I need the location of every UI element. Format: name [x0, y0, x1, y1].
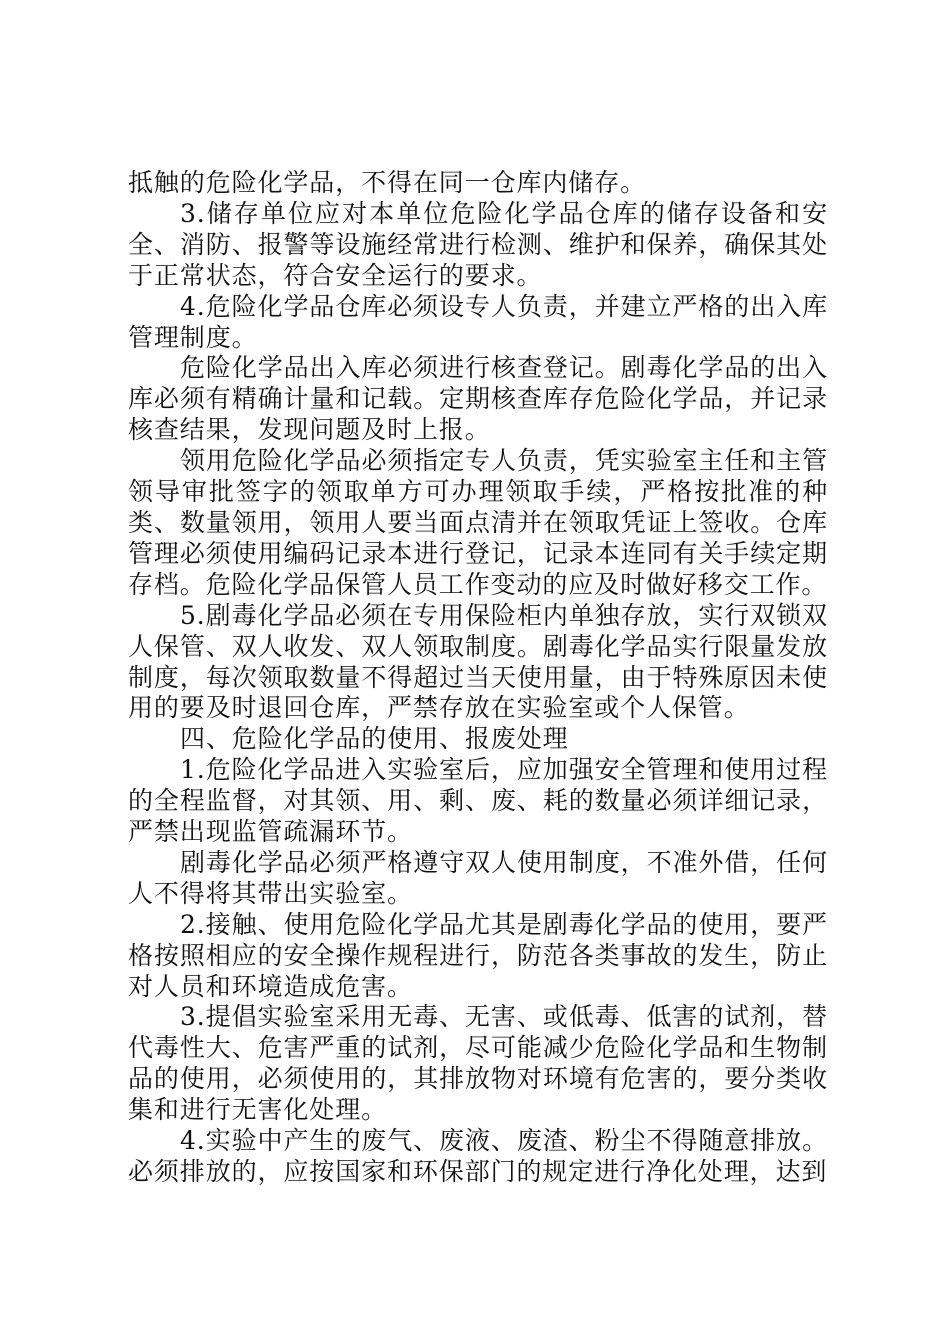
paragraph-4: 危险化学品出入库必须进行核查登记。剧毒化学品的出入库必须有精确计量和记载。定期核查库存危险化学品，并记录核查结果，发现问题及时上报。	[128, 353, 828, 445]
paragraph-10: 2.接触、使用危险化学品尤其是剧毒化学品的使用，要严格按照相应的安全操作规程进行，防范各类事故的发生，防止对人员和环境造成危害。	[128, 909, 828, 1001]
section-heading-4: 四、危险化学品的使用、报废处理	[180, 724, 569, 754]
paragraph-12: 4.实验中产生的废气、废液、废渣、粉尘不得随意排放。必须排放的，应按国家和环保部门的规定进行净化处理，达到	[128, 1126, 828, 1186]
paragraph-3: 4.危险化学品仓库必须设专人负责，并建立严格的出入库管理制度。	[128, 291, 828, 352]
document-body	[128, 168, 828, 1188]
paragraph-6: 5.剧毒化学品必须在专用保险柜内单独存放，实行双锁双人保管、双人收发、双人领取制度。剧毒化学品实行限量发放制度，每次领取数量不得超过当天使用量，由于特殊原因未使用的要及时退回仓库，严禁存放在实验室或个人保管。	[128, 600, 828, 723]
paragraph-5: 领用危险化学品必须指定专人负责，凭实验室主任和主管领导审批签字的领取单方可办理领取手续，严格按批准的种类、数量领用，领用人要当面点清并在领取凭证上签收。仓库管理必须使用编码记录本进行登记，记录本连同有关手续定期存档。危险化学品保管人员工作变动的应及时做好移交工作。	[128, 446, 828, 599]
paragraph-8: 1.危险化学品进入实验室后，应加强安全管理和使用过程的全程监督，对其领、用、剩、废、耗的数量必须详细记录，严禁出现监管疏漏环节。	[128, 755, 828, 847]
paragraph-2: 3.储存单位应对本单位危险化学品仓库的储存设备和安全、消防、报警等设施经常进行检测、维护和保养，确保其处于正常状态，符合安全运行的要求。	[128, 198, 828, 290]
paragraph-11: 3.提倡实验室采用无毒、无害、或低毒、低害的试剂，替代毒性大、危害严重的试剂，尽可能减少危险化学品和生物制品的使用，必须使用的，其排放物对环境有危害的，要分类收集和进行无害化处理。	[128, 1002, 828, 1125]
paragraph-1: 抵触的危险化学品，不得在同一仓库内储存。	[128, 168, 647, 197]
paragraph-9: 剧毒化学品必须严格遵守双人使用制度，不准外借，任何人不得将其带出实验室。	[128, 847, 828, 908]
